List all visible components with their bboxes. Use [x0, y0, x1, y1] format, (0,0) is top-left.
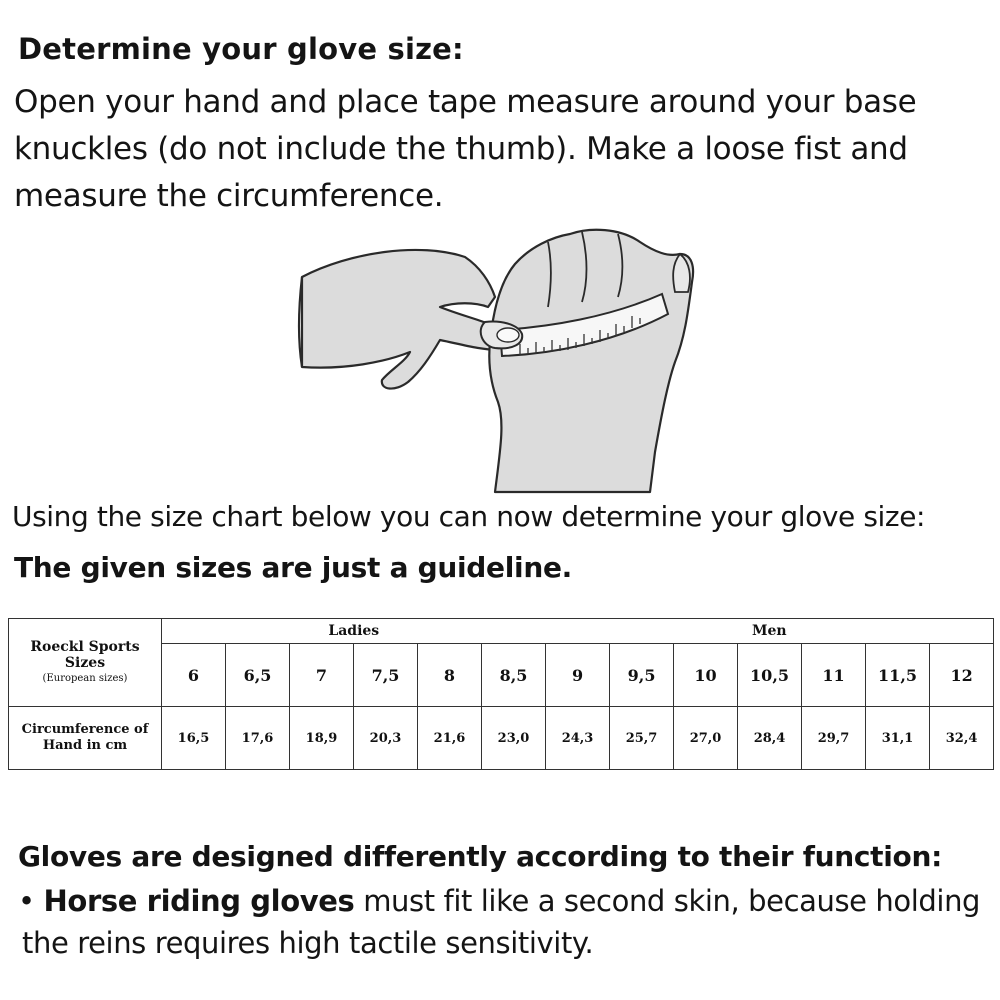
size-label-line1: Roeckl Sports: [30, 638, 140, 655]
ladies-group-header: Ladies: [162, 619, 546, 644]
circumference-cell: 16,5: [162, 707, 226, 770]
size-chart-table: [8, 618, 994, 770]
size-cell: 8,5: [482, 644, 546, 707]
circumference-cell: 31,1: [866, 707, 930, 770]
circumference-cell: 32,4: [930, 707, 994, 770]
riding-gloves-term: Horse riding gloves: [43, 884, 355, 918]
size-cell: 7,5: [354, 644, 418, 707]
riding-gloves-paragraph: [18, 884, 980, 918]
table-group-header-row: [9, 619, 994, 644]
size-cell: 6,5: [226, 644, 290, 707]
size-cell: 7: [290, 644, 354, 707]
intro-line-1: Open your hand and place tape measure around your base: [14, 84, 917, 120]
size-label-line2: Sizes: [64, 654, 106, 671]
circumference-cell: 20,3: [354, 707, 418, 770]
intro-line-2: knuckles (do not include the thumb). Make a loose fist and: [14, 131, 908, 167]
size-cell: 10: [674, 644, 738, 707]
circumference-cell: 28,4: [738, 707, 802, 770]
size-row-label: [9, 619, 162, 707]
size-cell: 10,5: [738, 644, 802, 707]
circumference-cell: 29,7: [802, 707, 866, 770]
size-cell: 9,5: [610, 644, 674, 707]
circ-label-line1: Circumference of: [21, 722, 149, 737]
circumference-cell: 25,7: [610, 707, 674, 770]
size-cell: 11,5: [866, 644, 930, 707]
circumference-row-label: [9, 707, 162, 770]
riding-gloves-text-line2: the reins requires high tactile sensitivity.: [22, 926, 594, 960]
size-label-line3: (European sizes): [42, 672, 128, 684]
hand-measuring-tape-icon: [290, 222, 700, 497]
size-cell: 11: [802, 644, 866, 707]
men-group-header: Men: [546, 619, 994, 644]
instruction-text: Using the size chart below you can now determine your glove size:: [12, 500, 926, 533]
circumference-cell: 24,3: [546, 707, 610, 770]
section-heading: Gloves are designed differently according to their function:: [18, 840, 943, 873]
page-title: Determine your glove size:: [18, 32, 464, 66]
intro-line-3: measure the circumference.: [14, 178, 444, 214]
circumference-cell: 17,6: [226, 707, 290, 770]
circ-label-line2: Hand in cm: [42, 738, 128, 753]
riding-gloves-text: must fit like a second skin, because holding: [354, 884, 981, 918]
size-cell: 6: [162, 644, 226, 707]
table-row: [9, 707, 994, 770]
circumference-cell: 18,9: [290, 707, 354, 770]
size-cell: 8: [418, 644, 482, 707]
size-cell: 12: [930, 644, 994, 707]
circumference-cell: 23,0: [482, 707, 546, 770]
circumference-cell: 27,0: [674, 707, 738, 770]
circumference-cell: 21,6: [418, 707, 482, 770]
size-cell: 9: [546, 644, 610, 707]
bullet: •: [18, 884, 35, 918]
guideline-note: The given sizes are just a guideline.: [14, 551, 572, 584]
